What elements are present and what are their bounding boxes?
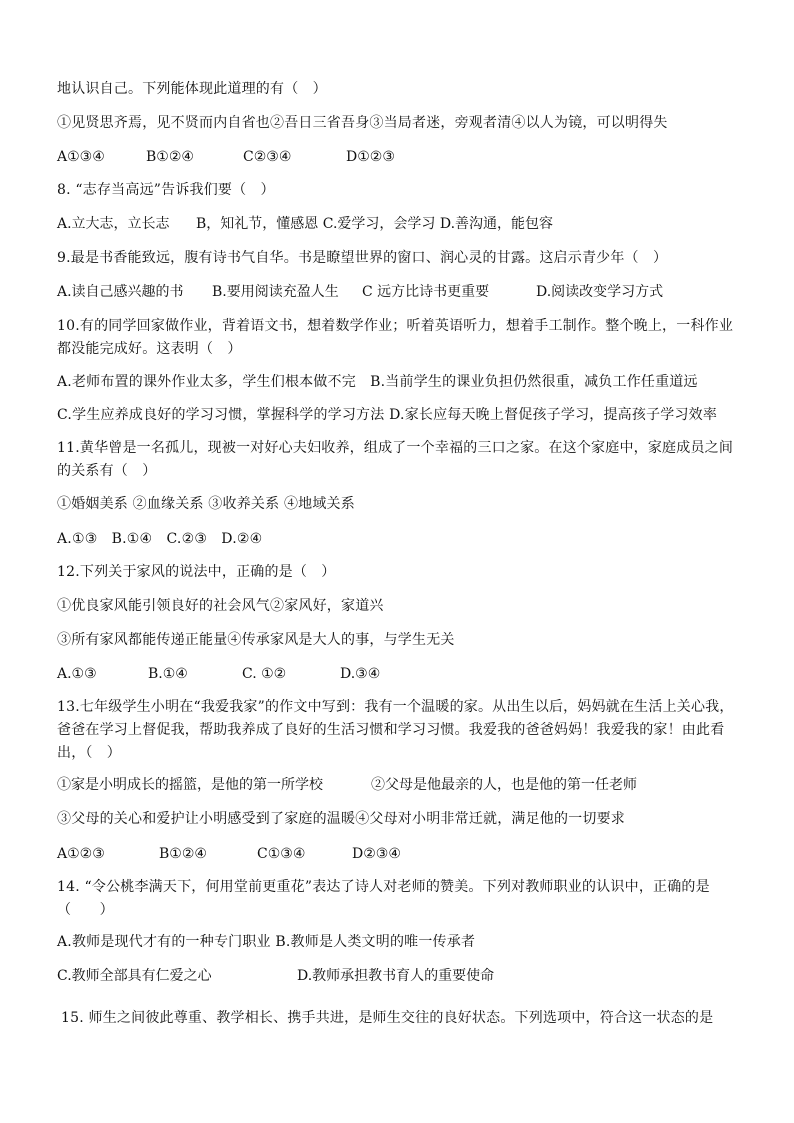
q9-option-d: D.阅读改变学习方式 [536, 284, 664, 300]
q12-option-d: D.③④ [340, 666, 381, 682]
q13-option-b: B①②④ [159, 846, 207, 862]
q8-option-a: A.立大志，立长志 [57, 216, 170, 232]
q14-option-d: D.教师承担教书育人的重要使命 [297, 968, 495, 984]
q11-statements: ①婚姻美系 ②血缘关系 ③收养关系 ④地域关系 [57, 496, 355, 512]
q14-options-ab: A.教师是现代才有的一种专门职业 B.教师是人类文明的唯一传承者 [57, 934, 476, 950]
q12-stem: 12.下列关于家风的说法中，正确的是（ ） [57, 564, 336, 580]
q12-option-c: C. ①② [242, 666, 287, 682]
q13-statement-2: ②父母是他最亲的人，也是他的第一任老师 [371, 777, 637, 793]
q9-option-a: A.读自己感兴趣的书 [57, 284, 184, 300]
q13-statement-1: ①家是小明成长的摇篮，是他的第一所学校 [57, 777, 323, 793]
q7-option-b: B①②④ [146, 149, 194, 165]
q13-statements-34: ③父母的关心和爱护让小明感受到了家庭的温暖④父母对小明非常迁就，满足他的一切要求 [57, 811, 625, 827]
q12-option-b: B.①④ [148, 666, 188, 682]
q9-stem: 9.最是书香能致远，腹有诗书气自华。书是瞭望世界的窗口、润心灵的甘露。这启示青少年（ ） [57, 250, 668, 266]
q12-statements-2: ③所有家风都能传递正能量④传承家风是大人的事，与学生无关 [57, 632, 455, 648]
q15-stem: 15. 师生之间彼此尊重、教学相长、携手共进，是师生交往的良好状态。下列选项中，符合这一状态的是 [61, 1010, 714, 1026]
q13-option-d: D②③④ [352, 846, 401, 862]
q9-option-b: B.要用阅读充盈人生 [212, 284, 339, 300]
q8-options-bcd: B，知礼节，懂感恩 C.爱学习，会学习 D.善沟通，能包容 [196, 216, 554, 232]
q11-options: A.①③ B.①④ C.②③ D.②④ [57, 531, 263, 547]
q9-option-c: C 远方比诗书更重要 [362, 284, 490, 300]
q13-option-a: A①②③ [57, 846, 105, 862]
q12-statements-1: ①优良家风能引领良好的社会风气②家风好，家道兴 [57, 598, 384, 614]
q13-stem: 13.七年级学生小明在“我爱我家”的作文中写到：我有一个温暖的家。从出生以后，妈妈就在生活上关心我，爸爸在学习上督促我，帮助我养成了良好的生活习惯和学习习惯。我爱我的爸爸妈妈！我爱我的家！由此看出，（ ） [57, 699, 734, 761]
q14-option-c: C.教师全部具有仁爱之心 [57, 968, 212, 984]
q7-statements: ①见贤思齐焉，见不贤而内自省也②吾日三省吾身③当局者迷，旁观者清④以人为镜，可以明得失 [57, 115, 668, 131]
q10-options-cd: C.学生应养成良好的学习习惯，掌握科学的学习方法 D.家长应每天晚上督促孩子学习，提高孩子学习效率 [57, 407, 718, 423]
q14-stem: 14. “令公桃李满天下，何用堂前更重花”表达了诗人对老师的赞美。下列对教师职业的认识中，正确的是（ ） [57, 879, 710, 918]
q7-option-d: D①②③ [346, 149, 395, 165]
q13-option-c: C①③④ [257, 846, 306, 862]
q11-stem: 11.黄华曾是一名孤儿，现被一对好心夫妇收养，组成了一个幸福的三口之家。在这个家庭中，家庭成员之间的关系有（ ） [57, 440, 734, 479]
q10-stem: 10.有的同学回家做作业，背着语文书，想着数学作业；听着英语听力，想着手工制作。整个晚上，一科作业都没能完成好。这表明（ ） [57, 318, 734, 357]
q7-stem-end: 地认识自己。下列能体现此道理的有（ ） [57, 81, 327, 97]
q10-options-ab: A.老师布置的课外作业太多，学生们根本做不完 B.当前学生的课业负担仍然很重，减负工作任重道远 [57, 374, 698, 390]
q7-option-c: C②③④ [243, 149, 292, 165]
q12-option-a: A.①③ [57, 666, 97, 682]
q8-stem: 8. “志存当高远”告诉我们要（ ） [57, 182, 275, 198]
q7-option-a: A①③④ [57, 149, 105, 165]
